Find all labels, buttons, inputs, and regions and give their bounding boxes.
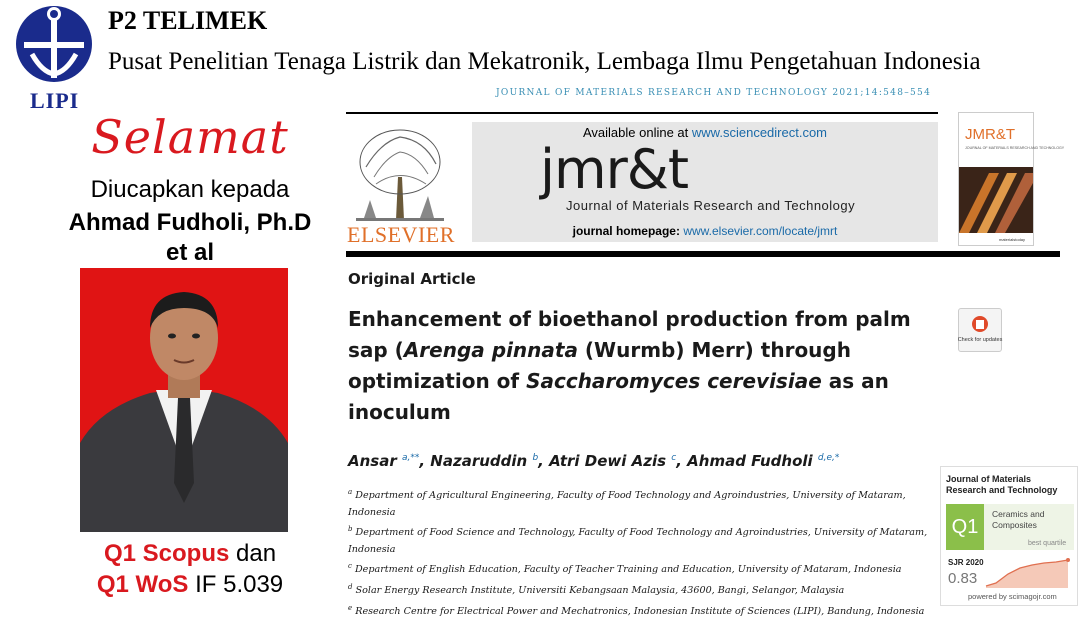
org-full-name: Pusat Penelitian Tenaga Listrik dan Mekatronik, Lembaga Ilmu Pengetahuan Indonesia — [108, 48, 981, 75]
q1-wos: Q1 WoS — [96, 571, 189, 598]
header-divider — [346, 251, 1060, 257]
sciencedirect-link[interactable]: www.sciencedirect.com — [691, 125, 828, 140]
recipient-line2: et al — [165, 239, 215, 266]
scimago-journal-title: Journal of Materials Research and Technology — [946, 474, 1058, 495]
cover-subtitle: JOURNAL OF MATERIALS RESEARCH AND TECHNOLOGY — [965, 146, 1065, 150]
available-label: Available online at — [582, 125, 689, 140]
author-affiliation-marker: b — [532, 453, 539, 463]
scimago-best-quartile: best quartile — [1028, 540, 1067, 547]
title-line-2: sap (Arenga pinnata (Wurmb) Merr) through — [348, 338, 851, 362]
journal-short-title: jmr&t — [540, 138, 689, 201]
journal-full-title: Journal of Materials Research and Technology — [566, 198, 856, 213]
recipient-name — [0, 208, 380, 268]
scimago-sjr-label: SJR 2020 — [948, 558, 984, 567]
author-name: Ahmad Fudholi — [687, 452, 813, 470]
cover-footer: materialstoday — [999, 237, 1026, 242]
article-type: Original Article — [348, 270, 476, 288]
q1-scopus-line — [0, 540, 380, 568]
q1-scopus: Q1 Scopus — [103, 540, 230, 567]
dan-text: dan — [236, 540, 277, 567]
scimago-trend-sparkline — [986, 556, 1074, 588]
title-line-4: inoculum — [348, 400, 451, 424]
check-updates-icon — [959, 309, 1001, 351]
author-name: Ansar — [348, 452, 397, 470]
org-name: P2 TELIMEK — [108, 6, 268, 35]
greeting-subtitle: Diucapkan kepada — [90, 176, 290, 203]
lipi-logo-text: LIPI — [30, 88, 80, 113]
recipient-line1: Ahmad Fudholi, Ph.D — [68, 209, 312, 236]
homepage-label: journal homepage: — [572, 224, 680, 238]
homepage-link[interactable]: www.elsevier.com/locate/jmrt — [683, 224, 838, 238]
scimago-powered-by: powered by scimagojr.com — [968, 592, 1057, 601]
author-affiliation-marker: c — [671, 453, 677, 463]
divider — [346, 112, 938, 114]
author-name: Atri Dewi Azis — [549, 452, 667, 470]
q1-wos-line — [0, 571, 380, 599]
title-line-1: Enhancement of bioethanol production from palm — [348, 307, 911, 331]
author-list: Ansar $^{a,**}$, Nazaruddin $^b$, Atri Dewi Azis $^c$, Ahmad Fudholi $^{d,e,*}$ — [348, 452, 840, 470]
journal-cover — [958, 112, 1065, 246]
impact-factor: IF 5.039 — [195, 571, 284, 598]
affiliation-item: $^a$ Department of Agricultural Engineering, Faculty of Food Technology and Agroindustries, University of Mataram, Indonesia — [348, 488, 906, 518]
affiliation-item: $^b$ Department of Food Science and Technology, Faculty of Food Technology and Agroindustries, University of Mataram, Indonesia — [348, 525, 928, 555]
affiliation-item: $^c$ Department of English Education, Faculty of Teacher Training and Education, University of Mataram, Indonesia — [348, 562, 902, 576]
author-photo — [80, 268, 288, 532]
greeting-title: Selamat — [91, 110, 289, 164]
person-portrait — [80, 268, 288, 532]
title-line-3: optimization of Saccharomyces cerevisiae as an — [348, 369, 889, 393]
cover-title: JMR&T — [965, 126, 1015, 143]
scimago-category: Ceramics and Composites — [992, 509, 1045, 530]
scimago-sjr-value: 0.83 — [948, 570, 978, 587]
scimago-quartile: Q1 — [946, 504, 984, 550]
cover-art — [959, 113, 1065, 245]
elsevier-wordmark: ELSEVIER — [347, 222, 455, 247]
author-name: Nazaruddin — [430, 452, 528, 470]
journal-running-head: JOURNAL OF MATERIALS RESEARCH AND TECHNOLOGY 2021;14:548–554 — [496, 88, 932, 98]
affiliation-item: $^e$ Research Centre for Electrical Power and Mechatronics, Indonesian Institute of Sciences (LIPI), Bandung, Indonesia — [348, 603, 925, 617]
journal-homepage — [472, 224, 938, 238]
author-affiliation-marker: a,** — [401, 453, 420, 463]
article-title — [348, 304, 948, 428]
author-affiliation-marker: d,e,* — [817, 453, 840, 463]
check-for-updates-button[interactable] — [958, 308, 1002, 352]
affiliations — [348, 484, 940, 620]
affiliation-item: $^d$ Solar Energy Research Institute, Universiti Kebangsaan Malaysia, 43600, Bangi, Selangor, Malaysia — [348, 583, 845, 597]
check-updates-label: Check for updates — [957, 337, 1003, 343]
